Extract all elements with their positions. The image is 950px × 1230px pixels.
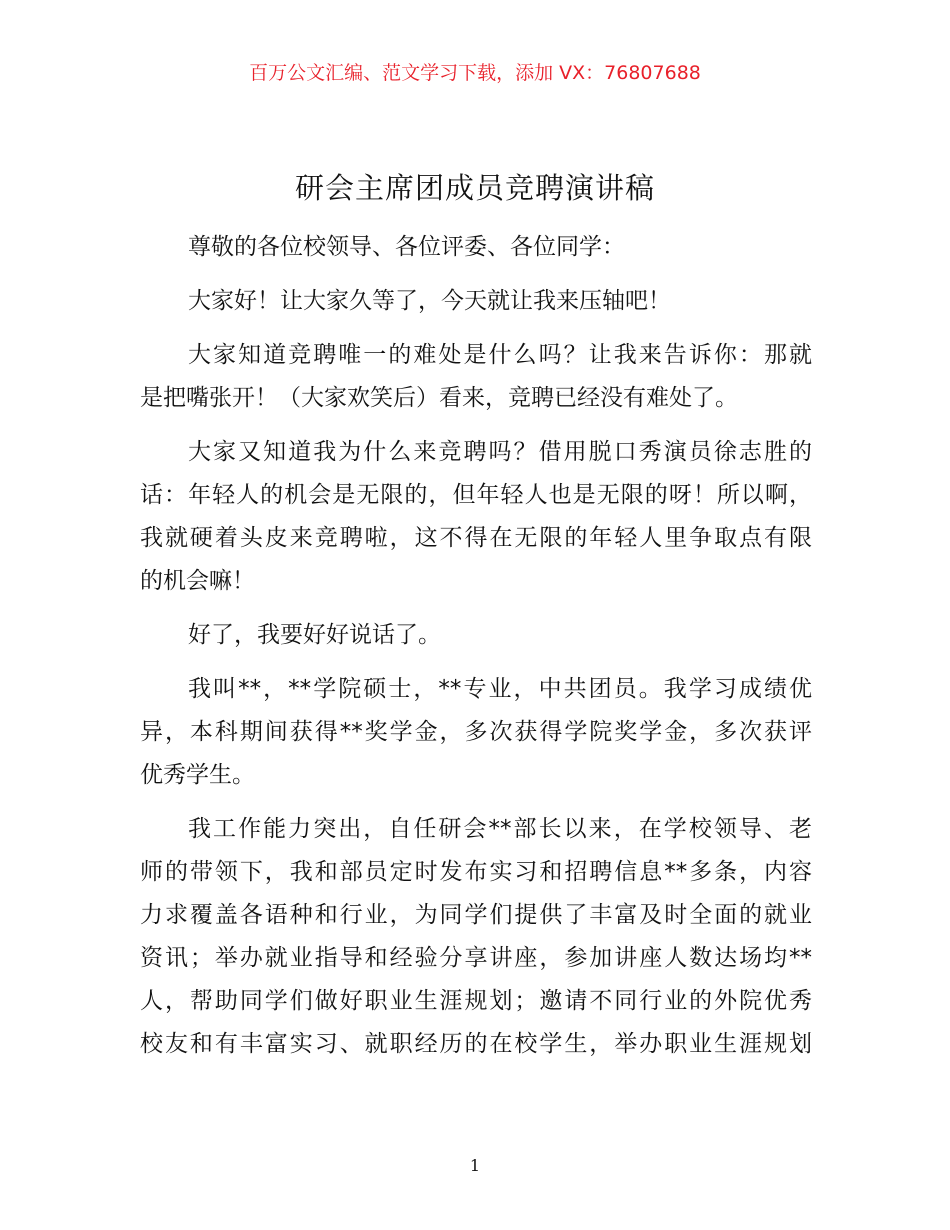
paragraph-line: 大家好！让大家久等了，今天就让我来压轴吧！ [188, 288, 671, 314]
document-title: 研会主席团成员竞聘演讲稿 [294, 171, 655, 205]
document-body [140, 226, 812, 1077]
paragraph [140, 808, 812, 1066]
paragraph-line: 优秀学生。 [140, 762, 255, 788]
paragraph-line: 大家知道竞聘唯一的难处是什么吗？让我来告诉你：那就 [188, 342, 812, 368]
paragraph-line: 力求覆盖各语种和行业，为同学们提供了丰富及时全面的就业 [140, 902, 812, 928]
paragraph-line: 人，帮助同学们做好职业生涯规划；邀请不同行业的外院优秀 [140, 988, 812, 1014]
paragraph-line: 异，本科期间获得**奖学金，多次获得学院奖学金，多次获评 [140, 719, 812, 745]
paragraph-line: 好了，我要好好说话了。 [188, 622, 441, 648]
paragraph [140, 614, 812, 657]
paragraph [140, 431, 812, 603]
paragraph-line: 的机会嘛！ [140, 568, 255, 594]
paragraph [140, 334, 812, 420]
paragraph-line: 我叫**，**学院硕士，**专业，中共团员。我学习成绩优 [188, 676, 812, 702]
paragraph-line: 是把嘴张开！（大家欢笑后）看来，竞聘已经没有难处了。 [140, 385, 738, 411]
paragraph-line: 资讯；举办就业指导和经验分享讲座，参加讲座人数达场均** [140, 945, 812, 971]
paragraph-line: 我就硬着头皮来竞聘啦，这不得在无限的年轻人里争取点有限 [140, 525, 812, 551]
paragraph-line: 校友和有丰富实习、就职经历的在校学生，举办职业生涯规划 [140, 1031, 812, 1057]
paragraph-line: 话：年轻人的机会是无限的，但年轻人也是无限的呀！所以啊， [140, 482, 812, 508]
paragraph [140, 226, 812, 269]
page-number: 1 [469, 1156, 481, 1175]
paragraph-line: 大家又知道我为什么来竞聘吗？借用脱口秀演员徐志胜的 [188, 439, 812, 465]
paragraph [140, 280, 812, 323]
paragraph-line: 尊敬的各位校领导、各位评委、各位同学： [188, 234, 625, 260]
paragraph-line: 我工作能力突出，自任研会**部长以来，在学校领导、老 [188, 816, 812, 842]
paragraph-line: 师的带领下，我和部员定时发布实习和招聘信息**多条，内容 [140, 859, 812, 885]
watermark-header: 百万公文汇编、范文学习下载，添加 VX：76807688 [249, 62, 701, 84]
paragraph [140, 668, 812, 797]
